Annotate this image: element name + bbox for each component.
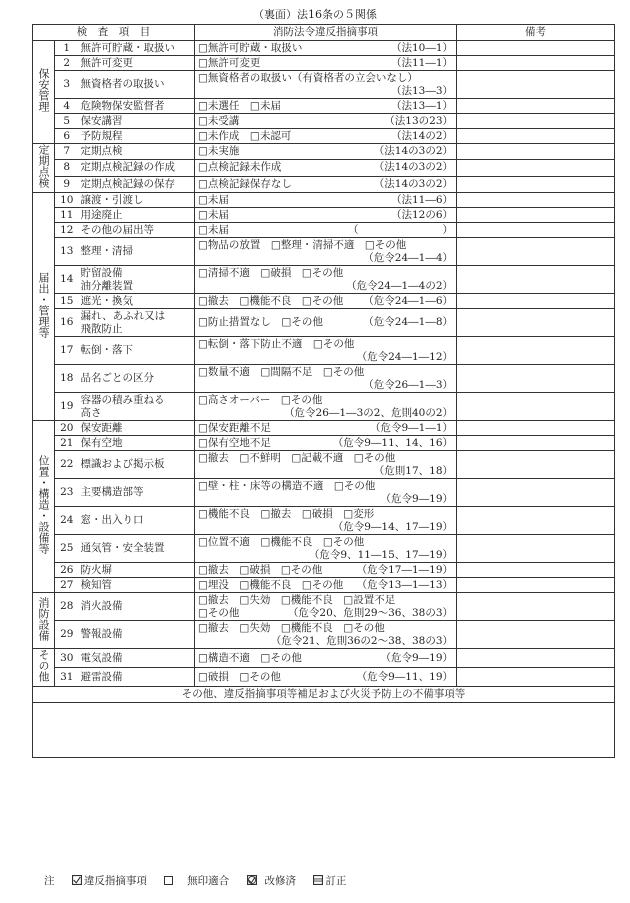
- item-name: 窓・出入り口: [79, 507, 195, 535]
- table-row: [33, 436, 615, 451]
- item-number: 1: [55, 41, 79, 56]
- table-row: [33, 668, 615, 687]
- remarks-cell[interactable]: [457, 99, 615, 114]
- table-row: [33, 421, 615, 436]
- item-number: 28: [55, 593, 79, 621]
- item-number: 24: [55, 507, 79, 535]
- violation-options[interactable]: □保安距離不足: [198, 421, 271, 434]
- table-row: [33, 266, 615, 294]
- legal-reference: （危令26―1―3）: [363, 378, 454, 391]
- violation-options[interactable]: □未選任 □未届: [198, 99, 281, 112]
- header-violation: 消防法令違反指摘事項: [195, 25, 457, 41]
- header-remarks: 備考: [457, 25, 615, 41]
- item-number: 12: [55, 223, 79, 238]
- table-row: [33, 593, 615, 621]
- violation-options[interactable]: □撤去 □不鮮明 □記載不適 □その他: [198, 451, 396, 464]
- violation-options[interactable]: □防止措置なし □その他: [198, 316, 323, 328]
- item-name: 通気管・安全装置: [79, 535, 195, 563]
- item-number: 6: [55, 129, 79, 144]
- table-row: [33, 649, 615, 668]
- violation-cell[interactable]: [195, 393, 457, 421]
- legal-reference: （危令9―14、17―19）: [332, 520, 454, 533]
- legal-reference: （法10―1）: [390, 41, 454, 54]
- violation-cell[interactable]: [195, 309, 457, 337]
- violation-options[interactable]: □機能不良 □撤去 □破損 □変形: [198, 507, 375, 520]
- violation-cell[interactable]: [195, 71, 457, 99]
- table-row: [33, 479, 615, 507]
- violation-cell[interactable]: [195, 129, 457, 144]
- item-name: 譲渡・引渡し: [79, 193, 195, 208]
- item-number: 7: [55, 144, 79, 160]
- violation-options[interactable]: □撤去 □失効 □機能不良 □その他: [198, 621, 385, 634]
- table-row: [33, 208, 615, 223]
- item-name: 定期点検記録の保存: [79, 176, 195, 192]
- violation-cell[interactable]: [195, 649, 457, 668]
- item-name: 用途廃止: [79, 208, 195, 223]
- violation-cell[interactable]: [195, 144, 457, 160]
- table-row: [33, 99, 615, 114]
- remarks-cell[interactable]: [457, 193, 615, 208]
- violation-options[interactable]: □無許可変更: [198, 56, 261, 69]
- item-name: 品名ごとの区分: [79, 365, 195, 393]
- violation-options[interactable]: □構造不適 □その他: [198, 651, 302, 664]
- table-row: [33, 114, 615, 129]
- legal-reference: （危令17―1―19）: [356, 563, 454, 576]
- violation-options[interactable]: □撤去 □破損 □その他: [198, 563, 323, 576]
- legend-compliant: 無印適合: [164, 875, 229, 887]
- item-name: 無許可変更: [79, 56, 195, 71]
- violation-cell[interactable]: [195, 421, 457, 436]
- category-label: その他: [33, 649, 55, 687]
- item-name: 標識および掲示板: [79, 451, 195, 479]
- table-row: [33, 337, 615, 365]
- corrected-box-icon: [247, 875, 257, 885]
- table-row: [33, 160, 615, 176]
- table-row: [33, 294, 615, 309]
- legal-reference: （危令24―1―4）: [363, 251, 454, 264]
- legend-violation: 違反指摘事項: [72, 875, 147, 887]
- legal-reference: （法14の2）: [390, 129, 454, 142]
- item-name: 電気設備: [79, 649, 195, 668]
- violation-options[interactable]: □清掃不適 □破損 □その他: [198, 266, 344, 279]
- item-number: 26: [55, 563, 79, 578]
- item-number: 14: [55, 266, 79, 294]
- item-name: 避雷設備: [79, 668, 195, 687]
- remarks-cell[interactable]: [457, 535, 615, 563]
- legal-reference: （危令21、危則36の2～38、38の3）: [270, 634, 454, 647]
- violation-options[interactable]: □その他: [198, 606, 240, 619]
- item-number: 31: [55, 668, 79, 687]
- remarks-cell[interactable]: [457, 309, 615, 337]
- violation-options[interactable]: □物品の放置 □整理・清掃不適 □その他: [198, 238, 407, 251]
- legal-reference: （法14の3の2）: [373, 177, 454, 190]
- table-row: [33, 56, 615, 71]
- category-label: 位置・構造・設備等: [33, 421, 55, 593]
- remarks-cell[interactable]: [457, 436, 615, 451]
- item-number: 17: [55, 337, 79, 365]
- item-number: 11: [55, 208, 79, 223]
- violation-options[interactable]: □未受講: [198, 114, 240, 127]
- violation-cell[interactable]: [195, 593, 457, 621]
- item-number: 30: [55, 649, 79, 668]
- legal-reference: （危令20、危則29～36、38の3）: [287, 606, 454, 619]
- item-name: 防火塀: [79, 563, 195, 578]
- legal-reference: （危令13―1―13）: [356, 578, 454, 591]
- item-number: 13: [55, 238, 79, 266]
- legend-revised: 訂正: [313, 875, 346, 887]
- item-name: 保有空地: [79, 436, 195, 451]
- remarks-cell[interactable]: [457, 507, 615, 535]
- violation-cell[interactable]: [195, 451, 457, 479]
- violation-options[interactable]: □埋没 □機能不良 □その他: [198, 578, 344, 591]
- remarks-cell[interactable]: [457, 238, 615, 266]
- remarks-cell[interactable]: [457, 114, 615, 129]
- check-box-icon: [72, 875, 82, 885]
- legal-reference: （法11―1）: [390, 56, 454, 69]
- violation-cell[interactable]: [195, 41, 457, 56]
- item-name: 主要構造部等: [79, 479, 195, 507]
- item-number: 27: [55, 578, 79, 593]
- header-item: 検 査 項 目: [33, 25, 195, 41]
- violation-options[interactable]: □未作成 □未認可: [198, 129, 292, 142]
- remarks-cell[interactable]: [457, 223, 615, 238]
- item-name: 保安距離: [79, 421, 195, 436]
- violation-options[interactable]: □点検記録未作成: [198, 161, 282, 174]
- legend-note: 注: [44, 875, 55, 887]
- item-name: 貯留設備 油分離装置: [79, 266, 195, 294]
- item-name: 消火設備: [79, 593, 195, 621]
- remarks-cell[interactable]: [457, 578, 615, 593]
- table-header: [33, 25, 615, 41]
- item-number: 8: [55, 160, 79, 176]
- legal-reference: （法13―1）: [390, 99, 454, 112]
- remarks-cell[interactable]: [457, 421, 615, 436]
- item-number: 22: [55, 451, 79, 479]
- item-name: 転倒・落下: [79, 337, 195, 365]
- item-name: 予防規程: [79, 129, 195, 144]
- remarks-cell[interactable]: [457, 668, 615, 687]
- legal-reference: （危令24―1―6）: [363, 294, 454, 307]
- item-name: 整理・清掃: [79, 238, 195, 266]
- violation-cell[interactable]: [195, 535, 457, 563]
- table-row: [33, 535, 615, 563]
- category-label: 消防設備: [33, 593, 55, 649]
- violation-options[interactable]: □高さオーバー □その他: [198, 393, 323, 406]
- violation-options[interactable]: □撤去 □機能不良 □その他: [198, 294, 344, 307]
- table-row: [33, 365, 615, 393]
- legal-reference: （法12の6）: [390, 208, 454, 221]
- violation-cell[interactable]: [195, 563, 457, 578]
- remarks-cell[interactable]: [457, 129, 615, 144]
- legal-reference: （危則17、18）: [373, 464, 454, 477]
- item-number: 3: [55, 71, 79, 99]
- item-number: 10: [55, 193, 79, 208]
- remarks-cell[interactable]: [457, 649, 615, 668]
- remarks-cell[interactable]: [457, 71, 615, 99]
- item-name: 警報設備: [79, 621, 195, 649]
- table-row: [33, 393, 615, 421]
- item-number: 21: [55, 436, 79, 451]
- table-row: [33, 238, 615, 266]
- item-name: 漏れ、あふれ又は 飛散防止: [79, 309, 195, 337]
- violation-options[interactable]: □壁・柱・床等の構造不適 □その他: [198, 479, 376, 492]
- violation-cell[interactable]: [195, 238, 457, 266]
- item-number: 23: [55, 479, 79, 507]
- remarks-cell[interactable]: [457, 393, 615, 421]
- violation-options[interactable]: □未実施: [198, 145, 240, 158]
- legend-corrected: 改修済: [247, 875, 297, 887]
- legal-reference: （危令24―1―12）: [356, 350, 454, 363]
- table-row: [33, 563, 615, 578]
- violation-options[interactable]: □未届: [198, 223, 229, 236]
- table-row: [33, 41, 615, 56]
- table-row: [33, 144, 615, 160]
- violation-cell[interactable]: [195, 99, 457, 114]
- item-name: 定期点検: [79, 144, 195, 160]
- violation-cell[interactable]: [195, 507, 457, 535]
- category-label: 保安管理: [33, 41, 55, 144]
- remarks-cell[interactable]: [457, 365, 615, 393]
- item-name: 保安講習: [79, 114, 195, 129]
- item-name: 遮光・換気: [79, 294, 195, 309]
- item-number: 2: [55, 56, 79, 71]
- remarks-cell[interactable]: [457, 593, 615, 621]
- legal-reference: （危令24―1―8）: [363, 316, 454, 328]
- violation-cell[interactable]: [195, 193, 457, 208]
- violation-options[interactable]: □点検記録保存なし: [198, 177, 292, 190]
- violation-options[interactable]: □無許可貯蔵・取扱い: [198, 41, 303, 54]
- violation-cell[interactable]: [195, 479, 457, 507]
- revised-box-icon: [313, 875, 323, 885]
- remarks-cell[interactable]: [457, 266, 615, 294]
- table-row: [33, 451, 615, 479]
- table-row: [33, 578, 615, 593]
- legal-reference: （危令26―1―3の2、危則40の2）: [284, 406, 454, 419]
- table-row: [33, 309, 615, 337]
- remarks-cell[interactable]: [457, 208, 615, 223]
- remarks-cell[interactable]: [457, 160, 615, 176]
- remarks-cell[interactable]: [457, 563, 615, 578]
- item-number: 20: [55, 421, 79, 436]
- remarks-cell[interactable]: [457, 176, 615, 192]
- violation-cell[interactable]: [195, 668, 457, 687]
- legal-reference: （法14の3の2）: [373, 145, 454, 158]
- remarks-cell[interactable]: [457, 451, 615, 479]
- remarks-cell[interactable]: [457, 621, 615, 649]
- category-label: 定期点検: [33, 144, 55, 193]
- violation-cell[interactable]: [195, 223, 457, 238]
- violation-options[interactable]: □位置不適 □機能不良 □その他: [198, 535, 365, 548]
- legal-reference: （危令9―11、14、16）: [332, 436, 454, 449]
- legal-reference: （危令9―19）: [380, 492, 454, 505]
- violation-options[interactable]: □数量不適 □間隔不足 □その他: [198, 365, 365, 378]
- legal-reference: （法13―3）: [390, 84, 454, 97]
- violation-cell[interactable]: [195, 56, 457, 71]
- table-row: [33, 223, 615, 238]
- violation-cell[interactable]: [195, 578, 457, 593]
- inspection-table: [32, 24, 615, 758]
- violation-options[interactable]: □撤去 □失効 □機能不良 □設置不足: [198, 593, 396, 606]
- item-number: 18: [55, 365, 79, 393]
- violation-cell[interactable]: [195, 621, 457, 649]
- violation-options[interactable]: □無資格者の取扱い（有資格者の立会いなし）: [198, 71, 418, 84]
- violation-cell[interactable]: [195, 176, 457, 192]
- legend: [44, 873, 360, 888]
- page-title: （裏面）法16条の５関係: [253, 8, 377, 21]
- remarks-cell[interactable]: [457, 56, 615, 71]
- item-number: 9: [55, 176, 79, 192]
- remarks-cell[interactable]: [457, 144, 615, 160]
- violation-cell[interactable]: [195, 266, 457, 294]
- violation-cell[interactable]: [195, 294, 457, 309]
- item-name: その他の届出等: [79, 223, 195, 238]
- table-row: [33, 129, 615, 144]
- item-name: 検知管: [79, 578, 195, 593]
- remarks-cell[interactable]: [457, 294, 615, 309]
- item-number: 25: [55, 535, 79, 563]
- empty-box-icon: [164, 876, 173, 885]
- legal-reference: （危令9―1―1）: [369, 421, 454, 434]
- item-number: 29: [55, 621, 79, 649]
- item-name: 危険物保安監督者: [79, 99, 195, 114]
- remarks-cell[interactable]: [457, 479, 615, 507]
- legal-reference: （法11―6）: [390, 193, 454, 206]
- table-row: [33, 621, 615, 649]
- table-row: [33, 176, 615, 192]
- legal-reference: （法13の23）: [384, 114, 454, 127]
- violation-cell[interactable]: [195, 436, 457, 451]
- violation-cell[interactable]: [195, 208, 457, 223]
- item-name: 定期点検記録の作成: [79, 160, 195, 176]
- extra-notes-heading: その他、違反指摘事項等補足および火災予防上の不備事項等: [33, 687, 615, 703]
- violation-cell[interactable]: [195, 114, 457, 129]
- legal-reference: （危令24―1―4の2）: [346, 279, 454, 292]
- violation-cell[interactable]: [195, 337, 457, 365]
- table-row: [33, 71, 615, 99]
- item-name: 無資格者の取扱い: [79, 71, 195, 99]
- remarks-cell[interactable]: [457, 337, 615, 365]
- item-name: 無許可貯蔵・取扱い: [79, 41, 195, 56]
- violation-options[interactable]: □破損 □その他: [198, 670, 281, 683]
- remarks-cell[interactable]: [457, 41, 615, 56]
- category-label: 届出・管理等: [33, 193, 55, 421]
- extra-notes-area[interactable]: [33, 703, 615, 758]
- violation-options[interactable]: □転倒・落下防止不適 □その他: [198, 337, 355, 350]
- item-number: 4: [55, 99, 79, 114]
- legal-reference: （法14の3の2）: [373, 161, 454, 174]
- item-number: 15: [55, 294, 79, 309]
- violation-options[interactable]: □未届: [198, 208, 229, 221]
- item-name: 容器の積み重ねる 高さ: [79, 393, 195, 421]
- legal-reference: （危令9―11、19）: [356, 670, 454, 683]
- table-row: [33, 193, 615, 208]
- legal-reference: （危令9、11―15、17―19）: [308, 548, 454, 561]
- item-number: 5: [55, 114, 79, 129]
- violation-options[interactable]: □保有空地不足: [198, 436, 271, 449]
- table-row: [33, 507, 615, 535]
- item-number: 16: [55, 309, 79, 337]
- item-number: 19: [55, 393, 79, 421]
- violation-cell[interactable]: [195, 365, 457, 393]
- violation-cell[interactable]: [195, 160, 457, 176]
- legal-reference: （危令9―19）: [380, 651, 454, 664]
- legal-reference: （ ）: [348, 223, 454, 236]
- violation-options[interactable]: □未届: [198, 193, 229, 206]
